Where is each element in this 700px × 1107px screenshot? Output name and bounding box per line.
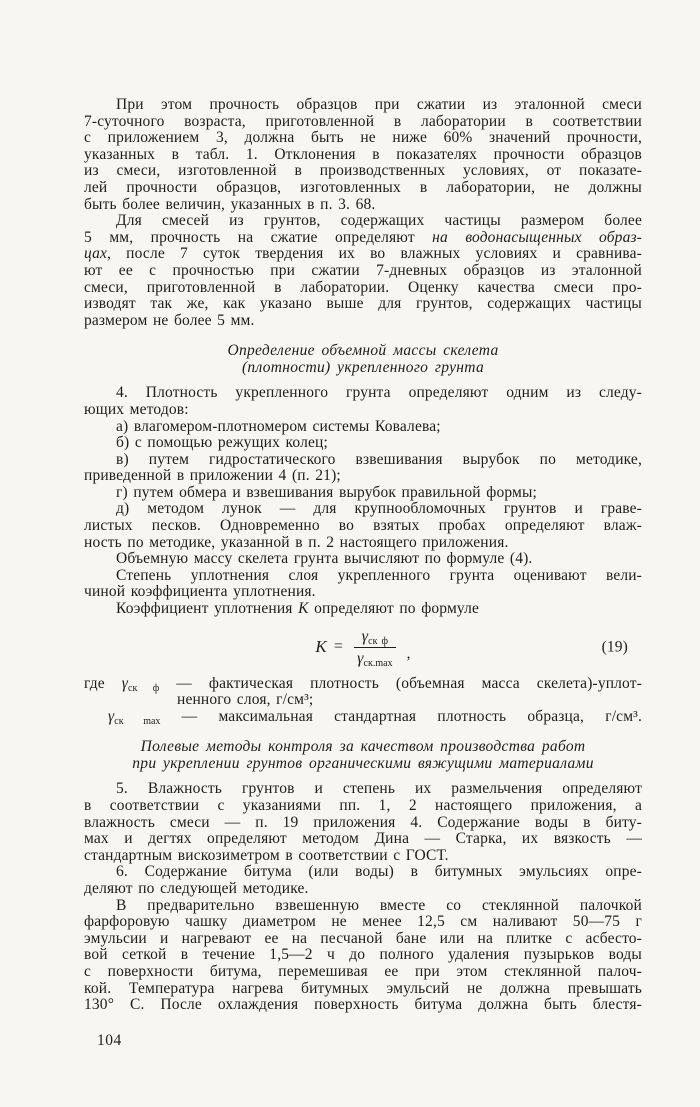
fraction-num: [354, 627, 396, 648]
text-line: [84, 485, 642, 502]
text-line: [84, 385, 642, 402]
heading-field-control-methods: [84, 738, 642, 772]
text-segment: вой сеткой в течение 1,5—2 ч до полного удаления пузырьков воды: [84, 946, 642, 964]
text-segment: д) методом лунок — для крупнообломочных грунтов и граве-: [116, 500, 642, 518]
text-segment: б) с помощью режущих колец;: [116, 434, 328, 452]
heading-skeleton-density: [84, 342, 642, 376]
text-segment: цах,: [84, 245, 112, 263]
text-line: [84, 848, 642, 865]
text-line: [84, 313, 642, 330]
text-segment: — максимальная стандартная плотность образца, г/см³.: [160, 707, 642, 725]
text-segment: 5 мм, прочность на сжатие определяют: [84, 228, 433, 246]
text-segment: ют ее с прочностью при сжатии 7-дневных образцов из эталонной: [84, 261, 642, 279]
text-segment: Степень уплотнения слоя укрепленного грунта оценивают вели-: [116, 566, 642, 584]
text-segment: деляют по следующей методике.: [84, 879, 309, 897]
text-line: [84, 435, 642, 452]
text-segment: указанных в табл. 1. Отклонения в показателях прочности образцов: [84, 145, 642, 163]
text-line: [84, 551, 642, 568]
text-line: [84, 864, 642, 881]
text-segment: При этом прочность образцов при сжатии из эталонной смеси: [116, 96, 642, 113]
text-segment: В предварительно взвешенную вместе со стеклянной палочкой: [116, 896, 642, 914]
text-line: [84, 981, 642, 998]
text-line: [84, 709, 642, 726]
text-line: [84, 947, 642, 964]
subscript: ск ф: [368, 636, 388, 648]
text-segment: γ: [121, 674, 129, 692]
section-4-density-methods: [84, 385, 642, 617]
text-line: [84, 568, 642, 585]
formula-lhs: K: [315, 637, 327, 657]
text-line: [84, 246, 642, 263]
text-segment: размером не более 5 мм.: [84, 311, 255, 329]
text-line: [84, 130, 642, 147]
text-line: [84, 815, 642, 832]
text-line: [84, 97, 642, 114]
fraction: [349, 627, 400, 668]
text-line: [84, 692, 642, 709]
text-line: [84, 452, 642, 469]
paragraph-emulsion-procedure: [84, 898, 642, 1014]
text-segment: мах и дегтях определяют методом Дина — Старка, их вязкость —: [84, 830, 642, 848]
text-line: [84, 263, 642, 280]
text-segment: ск ф: [128, 682, 160, 694]
text-segment: кой. Температура нагрева битумных эмульсий не должна превышать: [84, 979, 642, 997]
fraction-den: [349, 648, 400, 668]
text-segment: чиной коэффициента уплотнения.: [84, 583, 316, 601]
equals-sign: =: [333, 638, 344, 656]
text-line: [84, 180, 642, 197]
text-segment: 6. Содержание битума (или воды) в битумных эмульсиях опре-: [116, 863, 642, 881]
text-line: [84, 676, 642, 693]
text-segment: смеси, приготовленной в лаборатории. Оценку качества смеси про-: [84, 278, 642, 296]
text-segment: из смеси, изготовленной в производственных условиях, от показате-: [84, 162, 642, 180]
text-segment: после 7 суток твердения их во влажных условиях и сравнива-: [111, 245, 642, 263]
text-segment: в соответствии с указаниями пп. 1, 2 настоящего приложения, а: [84, 797, 642, 814]
heading-line: (плотности) укрепленного грунта: [241, 359, 485, 377]
text-segment: К: [298, 600, 309, 618]
text-line: [84, 147, 642, 164]
paragraph-coarse-mixtures: [84, 213, 642, 329]
text-column: [84, 97, 642, 1014]
text-segment: ск max: [114, 715, 161, 727]
text-line: [84, 914, 642, 931]
text-segment: 5. Влажность грунтов и степень их размельчения определяют: [116, 780, 642, 798]
text-line: [84, 584, 642, 601]
text-segment: ность по методике, указанной в п. 2 настоящего приложения.: [84, 533, 509, 551]
text-line: [84, 163, 642, 180]
text-segment: фарфоровую чашку диаметром не менее 12,5 см наливают 50—75 г: [84, 913, 642, 931]
text-segment: в) путем гидростатического взвешивания вырубок по методике,: [116, 450, 642, 468]
gamma-symbol: γ: [361, 628, 369, 646]
text-line: [84, 601, 642, 618]
formula-19: [84, 624, 642, 672]
text-segment: определяют по формуле: [308, 600, 480, 618]
text-line: [84, 114, 642, 131]
subscript: ск.max: [363, 658, 393, 670]
equation-number: (19): [601, 638, 628, 656]
text-line: [84, 280, 642, 297]
formula-body: [315, 627, 410, 668]
text-line: [84, 230, 642, 247]
heading-line: при укреплении грунтов органическими вяжущими материалами: [132, 755, 594, 773]
page-number: 104: [97, 1032, 122, 1049]
text-segment: эмульсии и нагревают ее на песчаной бане или на плитке с асбесто-: [84, 929, 642, 947]
text-segment: γ: [108, 707, 115, 725]
text-line: [84, 501, 642, 518]
text-line: [84, 402, 642, 419]
text-segment: с приложением 3, должна быть не ниже 60% значений прочности,: [84, 129, 642, 147]
text-segment: с поверхности битума, перемешивая ее при этом стеклянной палоч-: [84, 962, 642, 980]
text-line: [84, 296, 642, 313]
text-line: [84, 831, 642, 848]
text-segment: на водонасыщенных образ-: [432, 228, 642, 246]
text-segment: ненного слоя, г/см³;: [177, 691, 314, 709]
text-line: [84, 518, 642, 535]
text-line: [84, 535, 642, 552]
heading-line: Определение объемной массы скелета: [227, 342, 499, 360]
text-line: [84, 781, 642, 798]
text-segment: ющих методов:: [84, 400, 189, 418]
text-line: [84, 931, 642, 948]
text-segment: 130° С. После охлаждения поверхность битума должна быть блестя-: [84, 996, 642, 1014]
text-segment: приведенной в приложении 4 (п. 21);: [84, 467, 341, 485]
text-line: [84, 997, 642, 1014]
text-line: [84, 881, 642, 898]
text-line: [84, 898, 642, 915]
paragraph-strength-requirements: [84, 97, 642, 213]
text-line: [84, 419, 642, 436]
gamma-symbol: γ: [357, 650, 364, 668]
text-segment: Для смесей из грунтов, содержащих частицы размером более: [116, 212, 642, 230]
formula-definitions: [84, 676, 642, 726]
text-segment: 4. Плотность укрепленного грунта определяют одним из следу-: [116, 384, 642, 402]
text-segment: влажность смеси — п. 19 приложения 4. Содержание воды в биту-: [84, 813, 642, 831]
text-segment: Объемную массу скелета грунта вычисляют по формуле (4).: [116, 550, 533, 568]
text-segment: листых песков. Одновременно во взятых пробах определяют влаж-: [84, 517, 642, 535]
text-line: [84, 964, 642, 981]
text-segment: а) влагомером-плотномером системы Ковалева;: [116, 417, 441, 435]
text-segment: г) путем обмера и взвешивания вырубок правильной формы;: [116, 483, 538, 501]
text-segment: лей прочности образцов, изготовленных в лаборатории, не должны: [84, 178, 642, 196]
text-segment: изводят так же, как указано выше для грунтов, содержащих частицы: [84, 295, 642, 313]
text-segment: — фактическая плотность (объемная масса скелета)-уплот-: [159, 674, 642, 692]
section-6-bitumen-content: [84, 864, 642, 897]
text-segment: Коэффициент уплотнения: [116, 600, 299, 618]
text-segment: стандартным вискозиметром в соответствии с ГОСТ.: [84, 846, 449, 864]
text-segment: где: [84, 674, 122, 692]
section-5-moisture: [84, 781, 642, 864]
text-segment: быть более величин, указанных в п. 3. 68.: [84, 195, 376, 213]
heading-line: Полевые методы контроля за качеством производства работ: [140, 738, 586, 756]
text-line: [84, 468, 642, 485]
text-line: [84, 197, 642, 214]
text-line: [84, 213, 642, 230]
formula-comma: ,: [406, 645, 411, 663]
text-line: [84, 798, 642, 815]
text-segment: 7-суточного возраста, приготовленной в лаборатории в соответствии: [84, 112, 642, 130]
